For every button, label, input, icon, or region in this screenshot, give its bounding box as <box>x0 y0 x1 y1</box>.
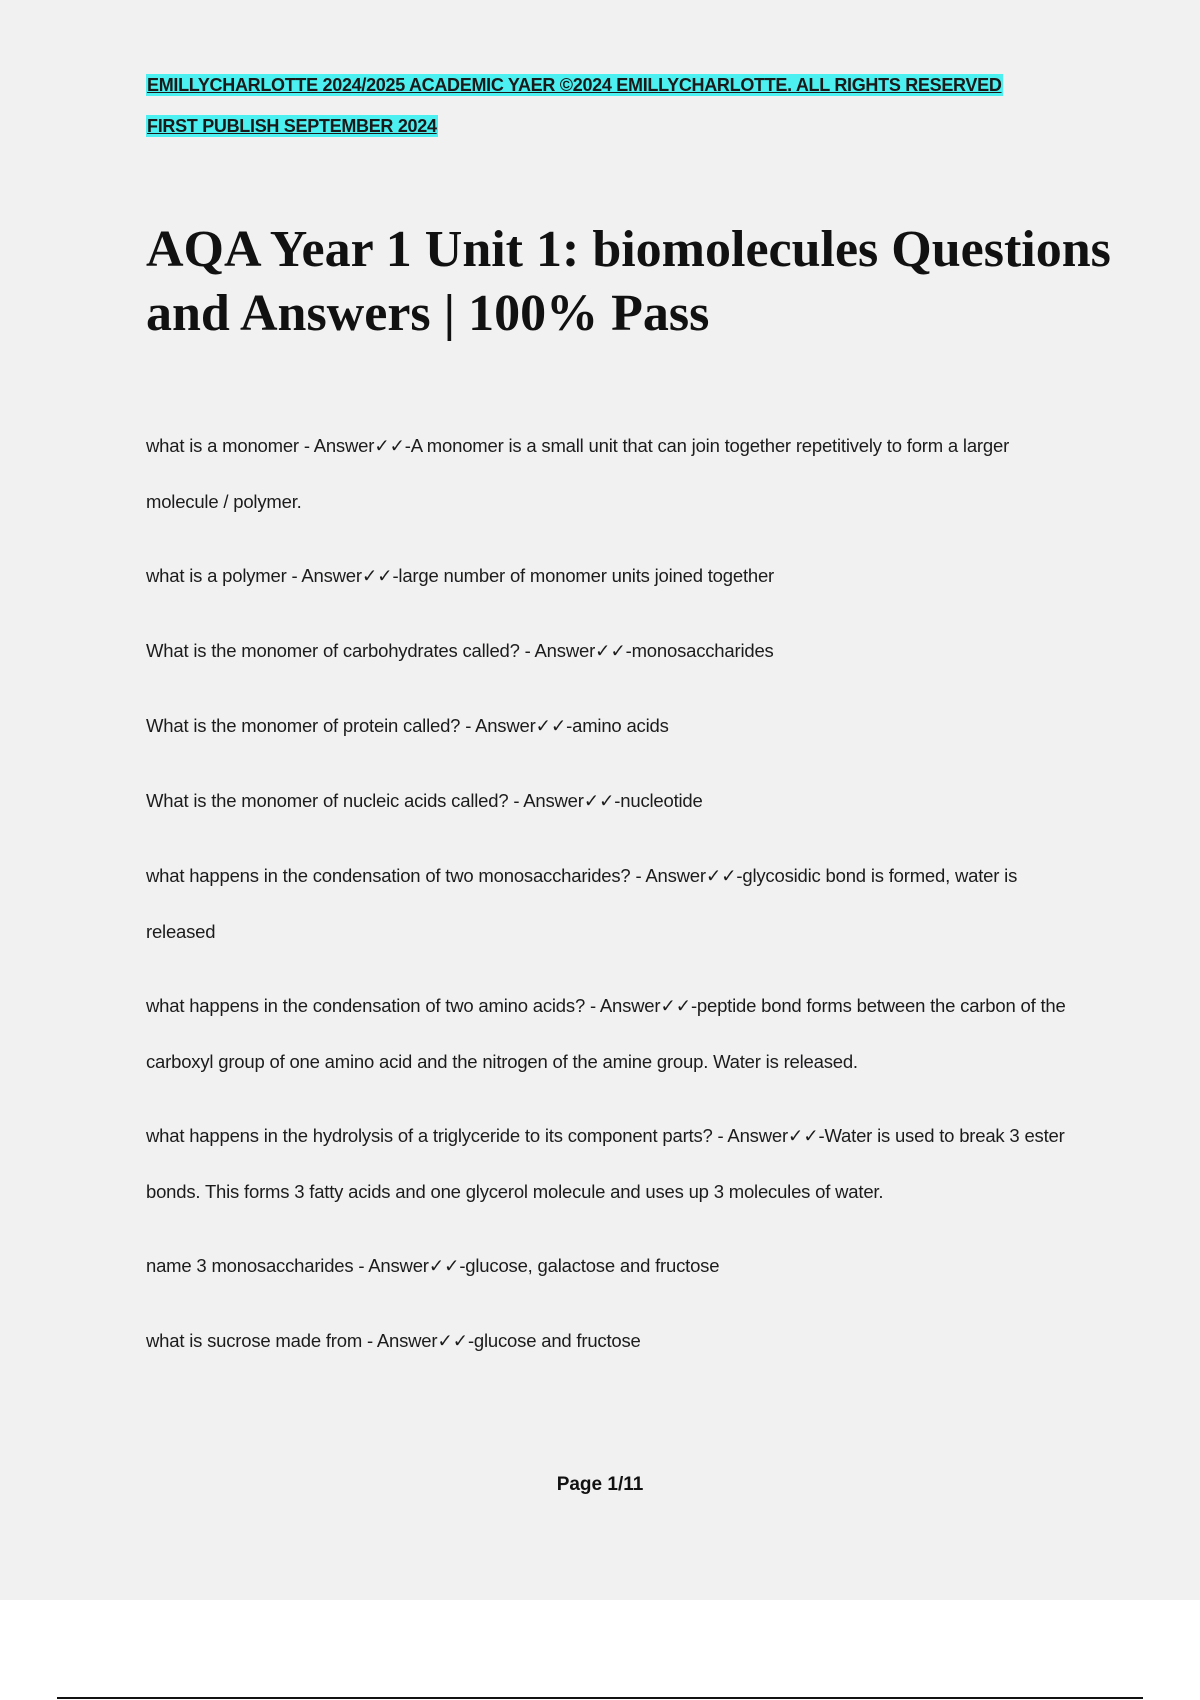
page-number: Page 1/11 <box>556 1474 644 1495</box>
next-page-divider <box>57 1697 1143 1699</box>
document-title: AQA Year 1 Unit 1: biomolecules Questions and Answers | 100% Pass <box>146 221 1111 342</box>
qa-item: what happens in the condensation of two amino acids? - Answer✓✓-peptide bond forms between the carbon of the carboxyl group of one amino acid and the nitrogen of the amine group. Water is released. <box>146 995 1066 1072</box>
qa-item: What is the monomer of carbohydrates called? - Answer✓✓-monosaccharides <box>146 640 774 661</box>
qa-item: what happens in the condensation of two monosaccharides? - Answer✓✓-glycosidic bond is formed, water is released <box>146 865 1018 942</box>
qa-item: name 3 monosaccharides - Answer✓✓-glucose, galactose and fructose <box>146 1255 720 1276</box>
qa-item: what is sucrose made from - Answer✓✓-glucose and fructose <box>146 1330 641 1351</box>
qa-item: What is the monomer of nucleic acids called? - Answer✓✓-nucleotide <box>146 790 703 811</box>
qa-item: What is the monomer of protein called? - Answer✓✓-amino acids <box>146 715 669 736</box>
qa-item: what is a monomer - Answer✓✓-A monomer is a small unit that can join together repetitively to form a larger molecule / polymer. <box>146 435 1010 512</box>
copyright-header-line: EMILLYCHARLOTTE 2024/2025 ACADEMIC YAER ©2024 EMILLYCHARLOTTE. ALL RIGHTS RESERVED <box>147 75 1002 95</box>
publish-date-header-line: FIRST PUBLISH SEPTEMBER 2024 <box>147 116 437 136</box>
qa-list <box>146 418 1086 1388</box>
qa-item: what is a polymer - Answer✓✓-large number of monomer units joined together <box>146 565 775 586</box>
qa-item: what happens in the hydrolysis of a triglyceride to its component parts? - Answer✓✓-Water is used to break 3 ester bonds. This forms 3 fatty acids and one glycerol molecule and uses up 3 molecules of water. <box>146 1125 1065 1202</box>
